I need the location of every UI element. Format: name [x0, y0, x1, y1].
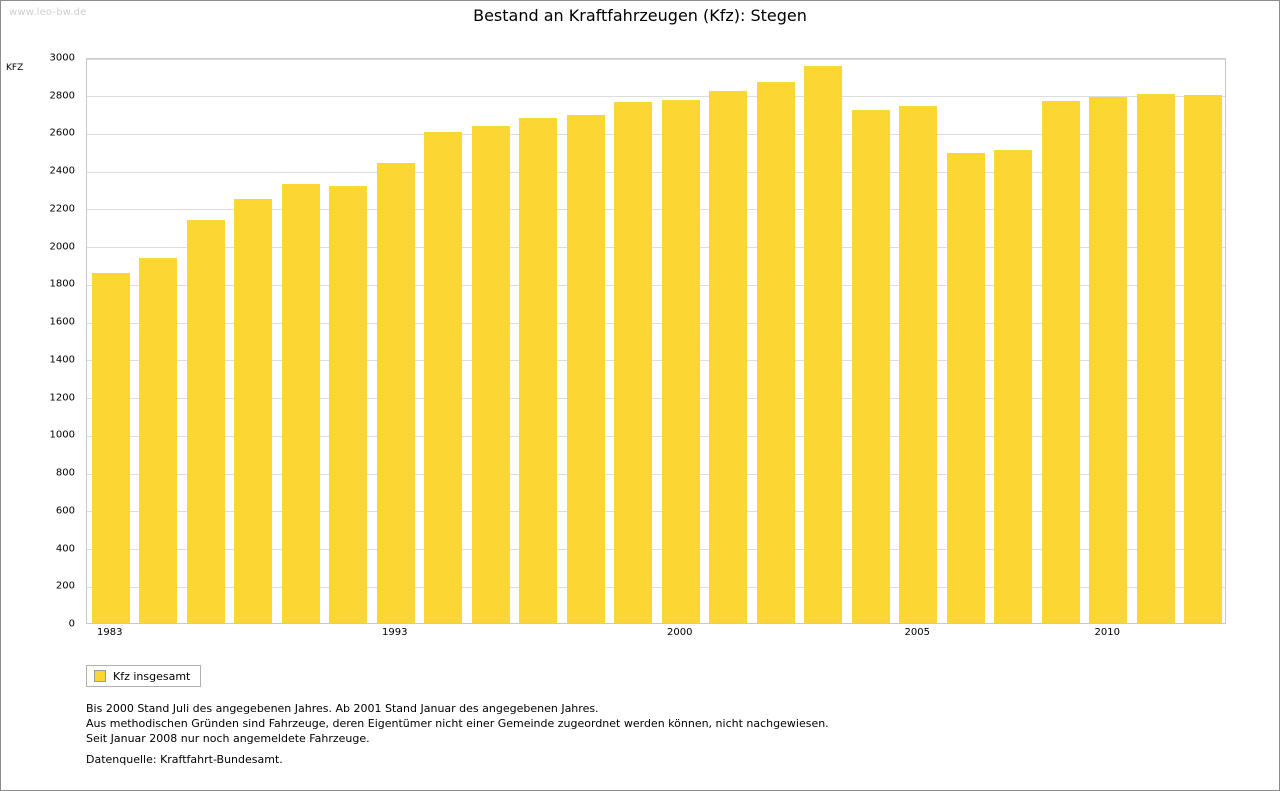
- bar: [852, 110, 890, 623]
- x-tick-label: 2000: [667, 627, 693, 638]
- bar: [472, 126, 510, 623]
- bar: [662, 100, 700, 623]
- bar: [1089, 97, 1127, 623]
- y-tick-label: 3000: [49, 52, 75, 64]
- y-tick-label: 600: [55, 505, 75, 517]
- bar: [519, 118, 557, 623]
- x-tick-label: 1983: [97, 627, 123, 638]
- y-tick-label: 400: [55, 543, 75, 555]
- bar: [947, 153, 985, 623]
- x-tick-label: 2010: [1094, 627, 1120, 638]
- x-tick-label: 1993: [382, 627, 408, 638]
- bar: [804, 66, 842, 624]
- watermark: www.leo-bw.de: [9, 7, 87, 18]
- y-tick-label: 1400: [49, 354, 75, 366]
- bar: [282, 184, 320, 623]
- y-tick-label: 1800: [49, 278, 75, 290]
- bar: [424, 132, 462, 623]
- y-axis-label: KFZ: [6, 63, 24, 73]
- bar: [187, 220, 225, 623]
- bar: [234, 199, 272, 624]
- bar: [994, 150, 1032, 623]
- y-tick-label: 200: [55, 580, 75, 592]
- bar: [377, 163, 415, 623]
- y-tick-label: 0: [68, 618, 75, 630]
- x-axis-tick-labels: [86, 627, 1226, 645]
- bar: [709, 91, 747, 623]
- legend-label: Kfz insgesamt: [113, 669, 191, 683]
- legend-swatch-icon: [94, 670, 106, 682]
- bar: [757, 82, 795, 623]
- bar: [1042, 101, 1080, 623]
- footnote-line: Aus methodischen Gründen sind Fahrzeuge, deren Eigentümer nicht einer Gemeinde zugeordnet werden können, nicht nachgewiesen.: [86, 717, 829, 730]
- y-tick-label: 1000: [49, 429, 75, 441]
- y-axis-tick-labels: [1, 52, 81, 630]
- bar: [92, 273, 130, 623]
- y-tick-label: 800: [55, 467, 75, 479]
- bar: [139, 258, 177, 623]
- y-tick-label: 1200: [49, 392, 75, 404]
- chart-title: Bestand an Kraftfahrzeugen (Kfz): Stegen: [473, 6, 807, 25]
- bar: [329, 186, 367, 623]
- y-tick-label: 1600: [49, 316, 75, 328]
- footnote-line: Bis 2000 Stand Juli des angegebenen Jahres. Ab 2001 Stand Januar des angegebenen Jahres.: [86, 702, 599, 715]
- y-tick-label: 2800: [49, 90, 75, 102]
- y-tick-label: 2600: [49, 127, 75, 139]
- bar: [1137, 94, 1175, 623]
- footnotes: [86, 701, 1186, 746]
- plot-area: [86, 58, 1226, 624]
- y-tick-label: 2000: [49, 241, 75, 253]
- bar: [899, 106, 937, 623]
- bar: [567, 115, 605, 623]
- bar-series: [87, 59, 1225, 623]
- x-tick-label: 2005: [904, 627, 930, 638]
- y-tick-label: 2200: [49, 203, 75, 215]
- bar: [614, 102, 652, 623]
- legend: [86, 665, 201, 687]
- y-tick-label: 2400: [49, 165, 75, 177]
- data-source: Datenquelle: Kraftfahrt-Bundesamt.: [86, 753, 283, 766]
- bar: [1184, 95, 1222, 623]
- footnote-line: Seit Januar 2008 nur noch angemeldete Fahrzeuge.: [86, 732, 370, 745]
